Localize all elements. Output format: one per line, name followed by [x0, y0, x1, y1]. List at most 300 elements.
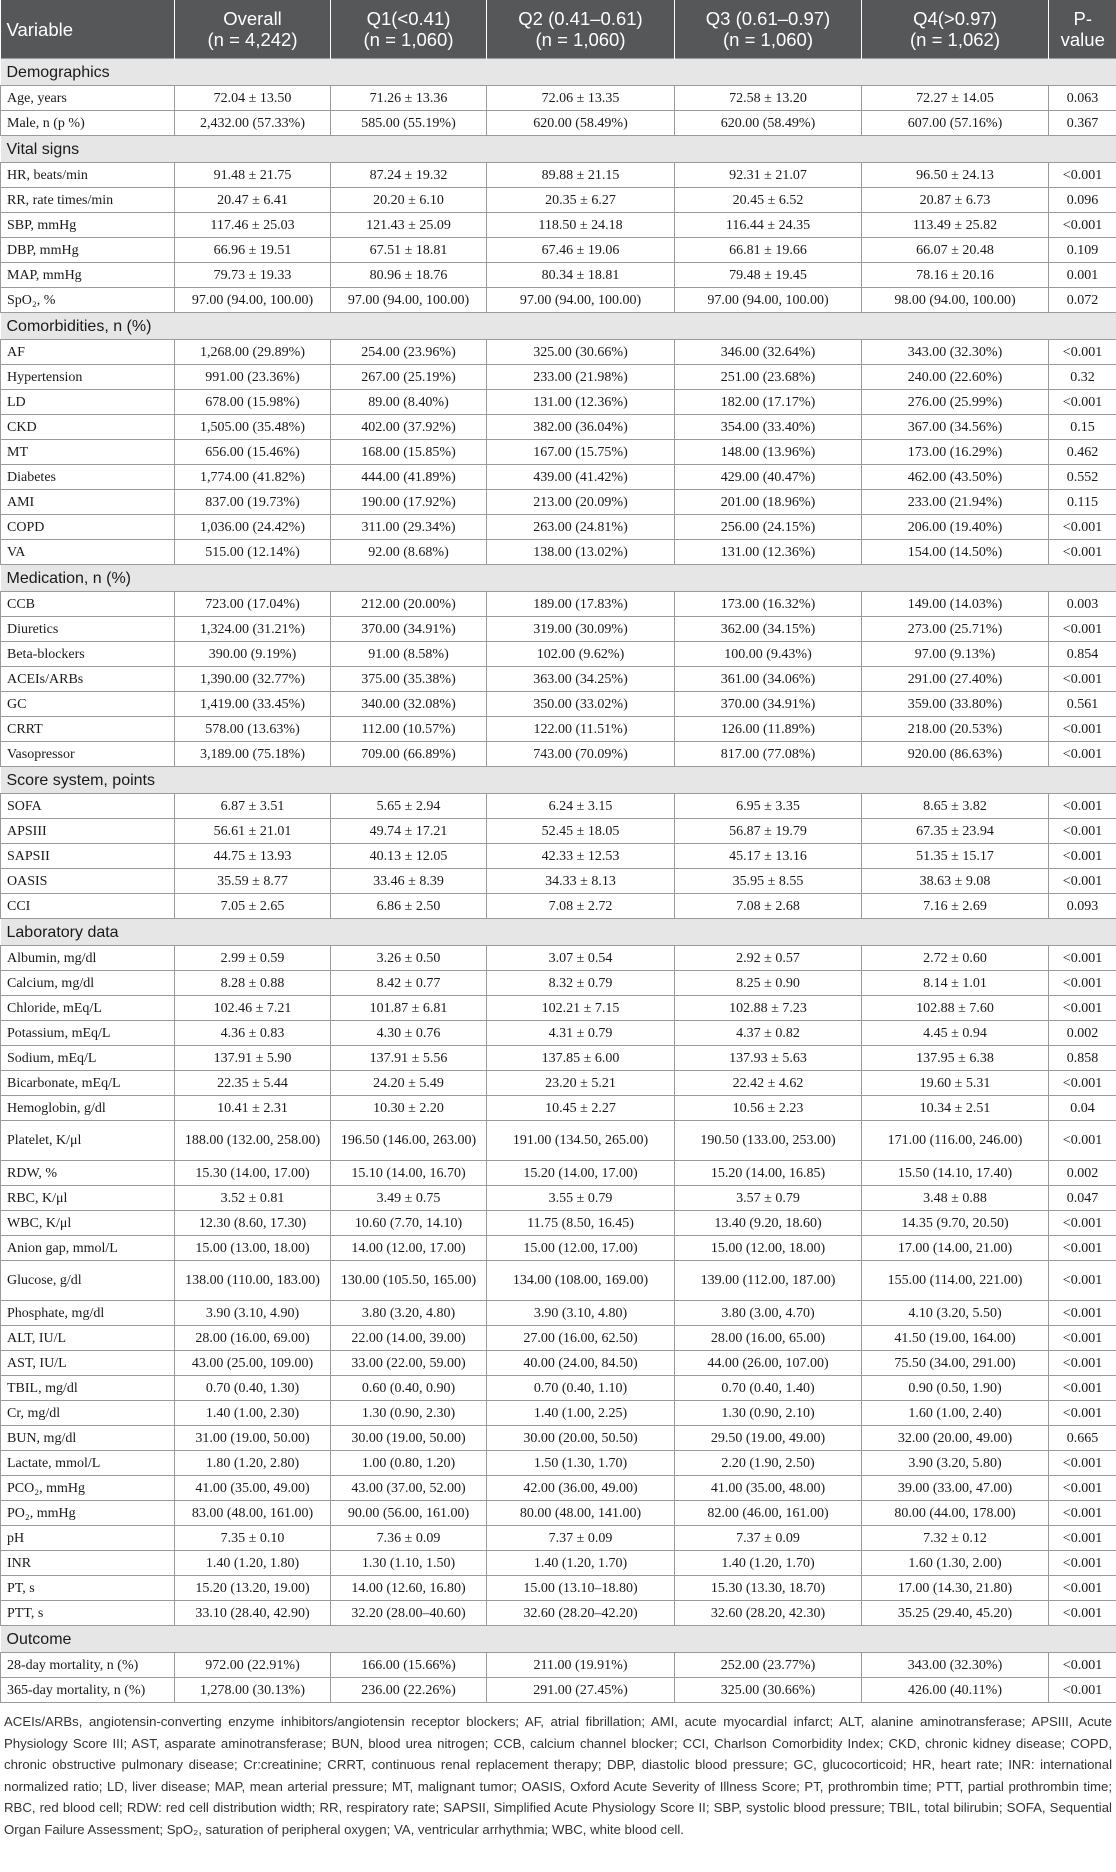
p-value-cell: 0.115 — [1049, 490, 1116, 515]
q3-cell: 79.48 ± 19.45 — [675, 263, 862, 288]
q2-cell: 3.07 ± 0.54 — [487, 946, 675, 971]
q2-cell: 4.31 ± 0.79 — [487, 1021, 675, 1046]
q2-cell: 7.08 ± 2.72 — [487, 894, 675, 919]
variable-cell: CCI — [1, 894, 175, 919]
q4-cell: 206.00 (19.40%) — [862, 515, 1049, 540]
q4-cell: 343.00 (32.30%) — [862, 340, 1049, 365]
q1-cell: 40.13 ± 12.05 — [331, 844, 487, 869]
overall-cell: 72.04 ± 13.50 — [175, 86, 331, 111]
q1-cell: 340.00 (32.08%) — [331, 692, 487, 717]
variable-cell: Anion gap, mmol/L — [1, 1236, 175, 1261]
p-value-cell: 0.552 — [1049, 465, 1116, 490]
p-value-cell: <0.001 — [1049, 667, 1116, 692]
variable-cell: PO₂, mmHg — [1, 1501, 175, 1526]
p-value-cell: <0.001 — [1049, 1401, 1116, 1426]
table-row — [1, 1351, 1116, 1376]
table-row — [1, 540, 1116, 565]
variable-cell: Male, n (p %) — [1, 111, 175, 136]
q3-cell: 13.40 (9.20, 18.60) — [675, 1211, 862, 1236]
q1-cell: 121.43 ± 25.09 — [331, 213, 487, 238]
p-value-cell: <0.001 — [1049, 1121, 1116, 1161]
table-row — [1, 1601, 1116, 1626]
q1-cell: 375.00 (35.38%) — [331, 667, 487, 692]
variable-cell: Age, years — [1, 86, 175, 111]
overall-cell: 66.96 ± 19.51 — [175, 238, 331, 263]
q3-cell: 2.20 (1.90, 2.50) — [675, 1451, 862, 1476]
header-p-value: P-value — [1049, 0, 1116, 59]
q2-cell: 102.21 ± 7.15 — [487, 996, 675, 1021]
table-row — [1, 1301, 1116, 1326]
table-row — [1, 1021, 1116, 1046]
q1-cell: 370.00 (34.91%) — [331, 617, 487, 642]
p-value-cell: 0.561 — [1049, 692, 1116, 717]
table-row — [1, 894, 1116, 919]
table-row — [1, 390, 1116, 415]
q2-cell: 3.90 (3.10, 4.80) — [487, 1301, 675, 1326]
q1-cell: 92.00 (8.68%) — [331, 540, 487, 565]
q1-cell: 444.00 (41.89%) — [331, 465, 487, 490]
q4-cell: 240.00 (22.60%) — [862, 365, 1049, 390]
variable-cell: Phosphate, mg/dl — [1, 1301, 175, 1326]
q1-cell: 71.26 ± 13.36 — [331, 86, 487, 111]
variable-cell: PT, s — [1, 1576, 175, 1601]
table-row — [1, 996, 1116, 1021]
p-value-cell: <0.001 — [1049, 1678, 1116, 1703]
overall-cell: 138.00 (110.00, 183.00) — [175, 1261, 331, 1301]
q3-cell: 190.50 (133.00, 253.00) — [675, 1121, 862, 1161]
overall-cell: 0.70 (0.40, 1.30) — [175, 1376, 331, 1401]
q3-cell: 10.56 ± 2.23 — [675, 1096, 862, 1121]
table-row — [1, 1161, 1116, 1186]
p-value-cell: <0.001 — [1049, 163, 1116, 188]
p-value-cell: <0.001 — [1049, 1576, 1116, 1601]
q3-cell: 131.00 (12.36%) — [675, 540, 862, 565]
overall-cell: 43.00 (25.00, 109.00) — [175, 1351, 331, 1376]
q4-cell: 462.00 (43.50%) — [862, 465, 1049, 490]
q2-cell: 40.00 (24.00, 84.50) — [487, 1351, 675, 1376]
table-row — [1, 440, 1116, 465]
q4-cell: 291.00 (27.40%) — [862, 667, 1049, 692]
overall-cell: 8.28 ± 0.88 — [175, 971, 331, 996]
q3-cell: 620.00 (58.49%) — [675, 111, 862, 136]
q3-cell: 173.00 (16.32%) — [675, 592, 862, 617]
overall-cell: 1,278.00 (30.13%) — [175, 1678, 331, 1703]
q2-cell: 363.00 (34.25%) — [487, 667, 675, 692]
overall-cell: 2.99 ± 0.59 — [175, 946, 331, 971]
q2-cell: 118.50 ± 24.18 — [487, 213, 675, 238]
q3-cell: 116.44 ± 24.35 — [675, 213, 862, 238]
table-footnote: ACEIs/ARBs, angiotensin-converting enzyme inhibitors/angiotensin receptor blockers; AF, atrial fibrillation; AMI, acute myocardial infarct; ALT, alanine aminotransferase; APSIII, Acute Physiology Score III; AST, asparate aminotransferase; BUN, blood urea nitrogen; CCB, calcium channel blocker; CCI, Charlson Comorbidity Index; CKD, chronic kidney disease; COPD, chronic obstructive pulmonary disease; Cr:creatinine; CRRT, continuous renal replacement therapy; DBP, diastolic blood pressure; GC, glucocorticoid; HR, heart rate; INR: international normalized ratio; LD, liver disease; MAP, mean arterial pressure; MT, malignant tumor; OASIS, Oxford Acute Severity of Illness Score; PT, prothrombin time; PTT, partial prothrombin time; RBC, red blood cell; RDW: red cell distribution width; RR, respiratory rate; SAPSII, Simplified Acute Physiology Score II; SBP, systolic blood pressure; TBIL, total bilirubin; SOFA, Sequential Organ Failure Assessment; SpO₂, saturation of peripheral oxygen; VA, ventricular arrhythmia; WBC, white blood cell. — [4, 1714, 1112, 1837]
q1-cell: 33.46 ± 8.39 — [331, 869, 487, 894]
p-value-cell: 0.002 — [1049, 1021, 1116, 1046]
variable-cell: APSIII — [1, 819, 175, 844]
q1-cell: 402.00 (37.92%) — [331, 415, 487, 440]
section-header-row — [1, 1626, 1116, 1653]
table-row — [1, 1526, 1116, 1551]
section-header-row — [1, 313, 1116, 340]
q3-cell: 15.20 (14.00, 16.85) — [675, 1161, 862, 1186]
q1-cell: 30.00 (19.00, 50.00) — [331, 1426, 487, 1451]
q1-cell: 254.00 (23.96%) — [331, 340, 487, 365]
p-value-cell: <0.001 — [1049, 996, 1116, 1021]
p-value-cell: <0.001 — [1049, 1526, 1116, 1551]
table-row — [1, 188, 1116, 213]
q1-cell: 6.86 ± 2.50 — [331, 894, 487, 919]
q1-cell: 1.00 (0.80, 1.20) — [331, 1451, 487, 1476]
q4-cell: 97.00 (9.13%) — [862, 642, 1049, 667]
table-header — [1, 0, 1116, 59]
table-row — [1, 717, 1116, 742]
p-value-cell: 0.854 — [1049, 642, 1116, 667]
table-row — [1, 288, 1116, 313]
section-title: Comorbidities, n (%) — [1, 313, 1116, 340]
table-row — [1, 1501, 1116, 1526]
q2-cell: 167.00 (15.75%) — [487, 440, 675, 465]
variable-cell: BUN, mg/dl — [1, 1426, 175, 1451]
table-row — [1, 1376, 1116, 1401]
table-row — [1, 340, 1116, 365]
table-row — [1, 1096, 1116, 1121]
overall-cell: 3.90 (3.10, 4.90) — [175, 1301, 331, 1326]
variable-cell: MAP, mmHg — [1, 263, 175, 288]
q1-cell: 166.00 (15.66%) — [331, 1653, 487, 1678]
table-row — [1, 1551, 1116, 1576]
overall-cell: 1,774.00 (41.82%) — [175, 465, 331, 490]
q4-cell: 32.00 (20.00, 49.00) — [862, 1426, 1049, 1451]
variable-cell: Diuretics — [1, 617, 175, 642]
overall-cell: 6.87 ± 3.51 — [175, 794, 331, 819]
q1-cell: 190.00 (17.92%) — [331, 490, 487, 515]
overall-cell: 22.35 ± 5.44 — [175, 1071, 331, 1096]
q2-cell: 131.00 (12.36%) — [487, 390, 675, 415]
variable-cell: Platelet, K/μl — [1, 1121, 175, 1161]
table-row — [1, 365, 1116, 390]
q1-cell: 709.00 (66.89%) — [331, 742, 487, 767]
variable-cell: Cr, mg/dl — [1, 1401, 175, 1426]
overall-cell: 12.30 (8.60, 17.30) — [175, 1211, 331, 1236]
variable-cell: ALT, IU/L — [1, 1326, 175, 1351]
q2-cell: 1.50 (1.30, 1.70) — [487, 1451, 675, 1476]
variable-cell: Hypertension — [1, 365, 175, 390]
variable-cell: AST, IU/L — [1, 1351, 175, 1376]
q2-cell: 102.00 (9.62%) — [487, 642, 675, 667]
variable-cell: Beta-blockers — [1, 642, 175, 667]
variable-cell: MT — [1, 440, 175, 465]
q2-cell: 382.00 (36.04%) — [487, 415, 675, 440]
q1-cell: 112.00 (10.57%) — [331, 717, 487, 742]
q3-cell: 4.37 ± 0.82 — [675, 1021, 862, 1046]
p-value-cell: <0.001 — [1049, 794, 1116, 819]
table-row — [1, 819, 1116, 844]
overall-cell: 15.20 (13.20, 19.00) — [175, 1576, 331, 1601]
p-value-cell: <0.001 — [1049, 742, 1116, 767]
section-title: Demographics — [1, 59, 1116, 86]
table-row — [1, 1426, 1116, 1451]
q2-cell: 30.00 (20.00, 50.50) — [487, 1426, 675, 1451]
section-title: Medication, n (%) — [1, 565, 1116, 592]
q4-cell: 173.00 (16.29%) — [862, 440, 1049, 465]
overall-cell: 1.40 (1.00, 2.30) — [175, 1401, 331, 1426]
q4-cell: 10.34 ± 2.51 — [862, 1096, 1049, 1121]
section-header-row — [1, 565, 1116, 592]
q1-cell: 14.00 (12.60, 16.80) — [331, 1576, 487, 1601]
q4-cell: 75.50 (34.00, 291.00) — [862, 1351, 1049, 1376]
overall-cell: 4.36 ± 0.83 — [175, 1021, 331, 1046]
q1-cell: 311.00 (29.34%) — [331, 515, 487, 540]
q3-cell: 1.30 (0.90, 2.10) — [675, 1401, 862, 1426]
overall-cell: 991.00 (23.36%) — [175, 365, 331, 390]
header-row — [1, 0, 1116, 59]
q2-cell: 32.60 (28.20–42.20) — [487, 1601, 675, 1626]
q3-cell: 6.95 ± 3.35 — [675, 794, 862, 819]
q4-cell: 78.16 ± 20.16 — [862, 263, 1049, 288]
variable-cell: Diabetes — [1, 465, 175, 490]
section-title: Laboratory data — [1, 919, 1116, 946]
p-value-cell: 0.15 — [1049, 415, 1116, 440]
overall-cell: 390.00 (9.19%) — [175, 642, 331, 667]
q3-cell: 1.40 (1.20, 1.70) — [675, 1551, 862, 1576]
overall-cell: 1,390.00 (32.77%) — [175, 667, 331, 692]
q3-cell: 66.81 ± 19.66 — [675, 238, 862, 263]
q4-cell: 1.60 (1.00, 2.40) — [862, 1401, 1049, 1426]
variable-cell: CKD — [1, 415, 175, 440]
header-q2: Q2 (0.41–0.61) (n = 1,060) — [487, 0, 675, 59]
p-value-cell: <0.001 — [1049, 844, 1116, 869]
variable-cell: GC — [1, 692, 175, 717]
q3-cell: 15.00 (12.00, 18.00) — [675, 1236, 862, 1261]
p-value-cell: 0.063 — [1049, 86, 1116, 111]
q3-cell: 182.00 (17.17%) — [675, 390, 862, 415]
variable-cell: Glucose, g/dl — [1, 1261, 175, 1301]
q4-cell: 17.00 (14.30, 21.80) — [862, 1576, 1049, 1601]
table-row — [1, 667, 1116, 692]
q2-cell: 20.35 ± 6.27 — [487, 188, 675, 213]
q2-cell: 743.00 (70.09%) — [487, 742, 675, 767]
section-title: Score system, points — [1, 767, 1116, 794]
p-value-cell: <0.001 — [1049, 390, 1116, 415]
q3-cell: 139.00 (112.00, 187.00) — [675, 1261, 862, 1301]
overall-cell: 3.52 ± 0.81 — [175, 1186, 331, 1211]
q4-cell: 14.35 (9.70, 20.50) — [862, 1211, 1049, 1236]
q1-cell: 91.00 (8.58%) — [331, 642, 487, 667]
overall-cell: 28.00 (16.00, 69.00) — [175, 1326, 331, 1351]
q1-cell: 20.20 ± 6.10 — [331, 188, 487, 213]
q1-cell: 3.49 ± 0.75 — [331, 1186, 487, 1211]
q2-cell: 42.00 (36.00, 49.00) — [487, 1476, 675, 1501]
p-value-cell: 0.462 — [1049, 440, 1116, 465]
variable-cell: RBC, K/μl — [1, 1186, 175, 1211]
q2-cell: 15.00 (12.00, 17.00) — [487, 1236, 675, 1261]
q1-cell: 5.65 ± 2.94 — [331, 794, 487, 819]
variable-cell: Lactate, mmol/L — [1, 1451, 175, 1476]
overall-cell: 678.00 (15.98%) — [175, 390, 331, 415]
overall-cell: 15.00 (13.00, 18.00) — [175, 1236, 331, 1261]
table-row — [1, 692, 1116, 717]
q1-cell: 130.00 (105.50, 165.00) — [331, 1261, 487, 1301]
overall-cell: 1,505.00 (35.48%) — [175, 415, 331, 440]
table-row — [1, 869, 1116, 894]
p-value-cell: <0.001 — [1049, 1261, 1116, 1301]
q1-cell: 33.00 (22.00, 59.00) — [331, 1351, 487, 1376]
section-header-row — [1, 136, 1116, 163]
table-row — [1, 415, 1116, 440]
q4-cell: 80.00 (44.00, 178.00) — [862, 1501, 1049, 1526]
q4-cell: 15.50 (14.10, 17.40) — [862, 1161, 1049, 1186]
q4-cell: 41.50 (19.00, 164.00) — [862, 1326, 1049, 1351]
p-value-cell: 0.093 — [1049, 894, 1116, 919]
q3-cell: 252.00 (23.77%) — [675, 1653, 862, 1678]
p-value-cell: <0.001 — [1049, 1301, 1116, 1326]
q4-cell: 51.35 ± 15.17 — [862, 844, 1049, 869]
variable-cell: SBP, mmHg — [1, 213, 175, 238]
table-row — [1, 1071, 1116, 1096]
p-value-cell: 0.003 — [1049, 592, 1116, 617]
overall-cell: 578.00 (13.63%) — [175, 717, 331, 742]
q3-cell: 72.58 ± 13.20 — [675, 86, 862, 111]
table-row — [1, 1451, 1116, 1476]
variable-cell: OASIS — [1, 869, 175, 894]
p-value-cell: <0.001 — [1049, 213, 1116, 238]
q2-cell: 11.75 (8.50, 16.45) — [487, 1211, 675, 1236]
q4-cell: 154.00 (14.50%) — [862, 540, 1049, 565]
variable-cell: Hemoglobin, g/dl — [1, 1096, 175, 1121]
q4-cell: 7.16 ± 2.69 — [862, 894, 1049, 919]
q2-cell: 263.00 (24.81%) — [487, 515, 675, 540]
q2-cell: 189.00 (17.83%) — [487, 592, 675, 617]
q1-cell: 4.30 ± 0.76 — [331, 1021, 487, 1046]
overall-cell: 15.30 (14.00, 17.00) — [175, 1161, 331, 1186]
table-row — [1, 1401, 1116, 1426]
q2-cell: 15.20 (14.00, 17.00) — [487, 1161, 675, 1186]
table-row — [1, 86, 1116, 111]
table-row — [1, 111, 1116, 136]
q1-cell: 168.00 (15.85%) — [331, 440, 487, 465]
overall-cell: 31.00 (19.00, 50.00) — [175, 1426, 331, 1451]
q4-cell: 72.27 ± 14.05 — [862, 86, 1049, 111]
overall-cell: 10.41 ± 2.31 — [175, 1096, 331, 1121]
q3-cell: 126.00 (11.89%) — [675, 717, 862, 742]
q4-cell: 2.72 ± 0.60 — [862, 946, 1049, 971]
p-value-cell: 0.047 — [1049, 1186, 1116, 1211]
q3-cell: 3.80 (3.00, 4.70) — [675, 1301, 862, 1326]
q2-cell: 80.00 (48.00, 141.00) — [487, 1501, 675, 1526]
table-row — [1, 1653, 1116, 1678]
q4-cell: 273.00 (25.71%) — [862, 617, 1049, 642]
variable-cell: Sodium, mEq/L — [1, 1046, 175, 1071]
q2-cell: 42.33 ± 12.53 — [487, 844, 675, 869]
variable-cell: Potassium, mEq/L — [1, 1021, 175, 1046]
variable-cell: ACEIs/ARBs — [1, 667, 175, 692]
q4-cell: 66.07 ± 20.48 — [862, 238, 1049, 263]
section-header-row — [1, 767, 1116, 794]
variable-cell: VA — [1, 540, 175, 565]
p-value-cell: <0.001 — [1049, 340, 1116, 365]
q2-cell: 122.00 (11.51%) — [487, 717, 675, 742]
q3-cell: 7.37 ± 0.09 — [675, 1526, 862, 1551]
q4-cell: 1.60 (1.30, 2.00) — [862, 1551, 1049, 1576]
p-value-cell: 0.072 — [1049, 288, 1116, 313]
q3-cell: 2.92 ± 0.57 — [675, 946, 862, 971]
table-row — [1, 1186, 1116, 1211]
variable-cell: Bicarbonate, mEq/L — [1, 1071, 175, 1096]
p-value-cell: <0.001 — [1049, 869, 1116, 894]
table-row — [1, 642, 1116, 667]
q1-cell: 196.50 (146.00, 263.00) — [331, 1121, 487, 1161]
q1-cell: 97.00 (94.00, 100.00) — [331, 288, 487, 313]
q3-cell: 20.45 ± 6.52 — [675, 188, 862, 213]
p-value-cell: <0.001 — [1049, 1653, 1116, 1678]
q1-cell: 137.91 ± 5.56 — [331, 1046, 487, 1071]
overall-cell: 1.80 (1.20, 2.80) — [175, 1451, 331, 1476]
q1-cell: 10.30 ± 2.20 — [331, 1096, 487, 1121]
section-title: Outcome — [1, 1626, 1116, 1653]
q2-cell: 137.85 ± 6.00 — [487, 1046, 675, 1071]
overall-cell: 1,268.00 (29.89%) — [175, 340, 331, 365]
overall-cell: 137.91 ± 5.90 — [175, 1046, 331, 1071]
q3-cell: 15.30 (13.30, 18.70) — [675, 1576, 862, 1601]
q1-cell: 90.00 (56.00, 161.00) — [331, 1501, 487, 1526]
variable-cell: AMI — [1, 490, 175, 515]
p-value-cell: 0.04 — [1049, 1096, 1116, 1121]
variable-cell: COPD — [1, 515, 175, 540]
q1-cell: 236.00 (22.26%) — [331, 1678, 487, 1703]
p-value-cell: 0.002 — [1049, 1161, 1116, 1186]
overall-cell: 117.46 ± 25.03 — [175, 213, 331, 238]
q2-cell: 134.00 (108.00, 169.00) — [487, 1261, 675, 1301]
table-row — [1, 1326, 1116, 1351]
q2-cell: 3.55 ± 0.79 — [487, 1186, 675, 1211]
q3-cell: 354.00 (33.40%) — [675, 415, 862, 440]
q2-cell: 0.70 (0.40, 1.10) — [487, 1376, 675, 1401]
variable-cell: SpO₂, % — [1, 288, 175, 313]
overall-cell: 41.00 (35.00, 49.00) — [175, 1476, 331, 1501]
variable-cell: AF — [1, 340, 175, 365]
p-value-cell: <0.001 — [1049, 1551, 1116, 1576]
q3-cell: 817.00 (77.08%) — [675, 742, 862, 767]
overall-cell: 35.59 ± 8.77 — [175, 869, 331, 894]
q1-cell: 89.00 (8.40%) — [331, 390, 487, 415]
q2-cell: 6.24 ± 3.15 — [487, 794, 675, 819]
table-row — [1, 238, 1116, 263]
q4-cell: 38.63 ± 9.08 — [862, 869, 1049, 894]
q4-cell: 171.00 (116.00, 246.00) — [862, 1121, 1049, 1161]
variable-cell: LD — [1, 390, 175, 415]
table-row — [1, 946, 1116, 971]
variable-cell: SAPSII — [1, 844, 175, 869]
overall-cell: 83.00 (48.00, 161.00) — [175, 1501, 331, 1526]
q2-cell: 15.00 (13.10–18.80) — [487, 1576, 675, 1601]
overall-cell: 56.61 ± 21.01 — [175, 819, 331, 844]
q3-cell: 3.57 ± 0.79 — [675, 1186, 862, 1211]
table-row — [1, 213, 1116, 238]
table-row — [1, 1236, 1116, 1261]
variable-cell: INR — [1, 1551, 175, 1576]
p-value-cell: <0.001 — [1049, 1476, 1116, 1501]
p-value-cell: <0.001 — [1049, 1071, 1116, 1096]
q1-cell: 87.24 ± 19.32 — [331, 163, 487, 188]
variable-cell: CRRT — [1, 717, 175, 742]
q4-cell: 0.90 (0.50, 1.90) — [862, 1376, 1049, 1401]
table-row — [1, 515, 1116, 540]
q2-cell: 138.00 (13.02%) — [487, 540, 675, 565]
overall-cell: 1.40 (1.20, 1.80) — [175, 1551, 331, 1576]
p-value-cell: <0.001 — [1049, 1351, 1116, 1376]
q2-cell: 7.37 ± 0.09 — [487, 1526, 675, 1551]
variable-cell: DBP, mmHg — [1, 238, 175, 263]
q1-cell: 32.20 (28.00–40.60) — [331, 1601, 487, 1626]
variable-cell: HR, beats/min — [1, 163, 175, 188]
q1-cell: 101.87 ± 6.81 — [331, 996, 487, 1021]
